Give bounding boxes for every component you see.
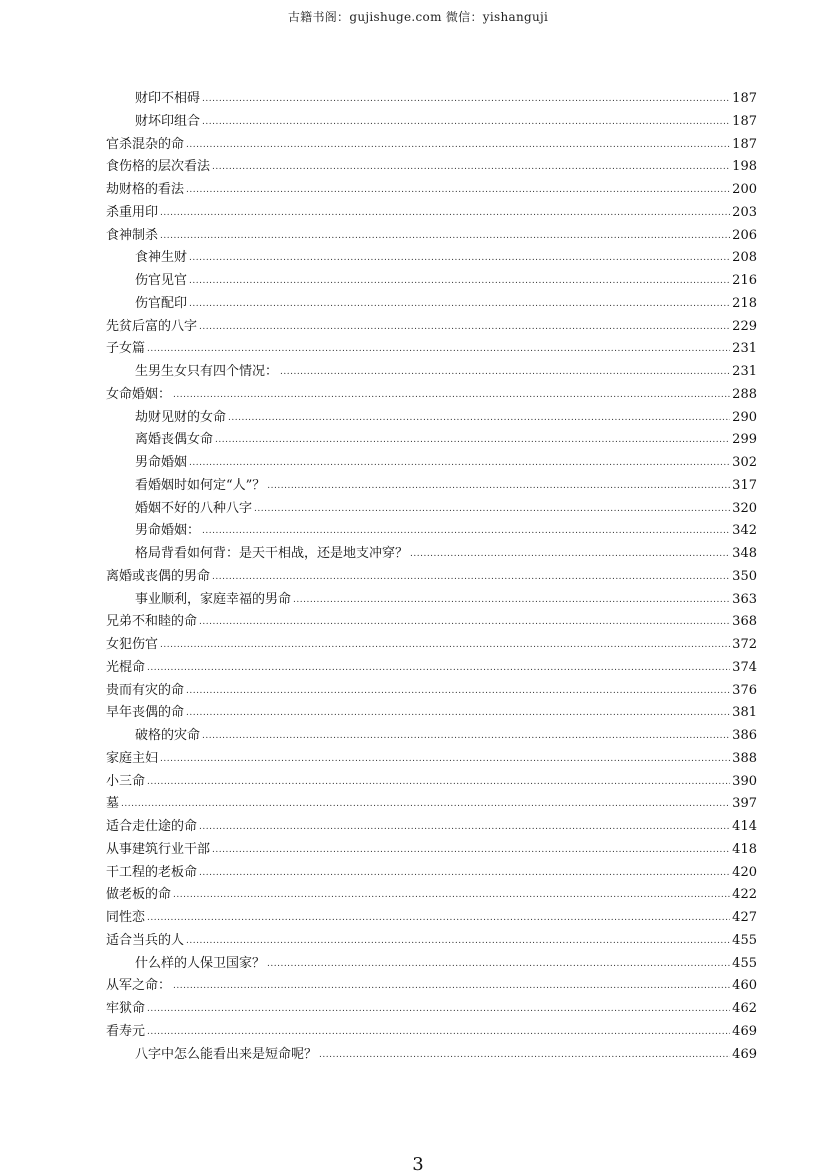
toc-entry-page: 397 (732, 796, 757, 811)
toc-entry-title: 光棍命 (106, 660, 146, 675)
toc-entry-title: 从军之命： (106, 978, 172, 993)
toc-entry-title: 先贫后富的八字 (106, 319, 198, 334)
toc-leader-dots (189, 271, 730, 291)
toc-entry[interactable] (106, 817, 757, 837)
toc-entry-page: 218 (732, 296, 757, 311)
toc-entry-page: 198 (732, 159, 757, 174)
toc-entry[interactable] (106, 1022, 757, 1042)
toc-entry[interactable] (106, 931, 757, 951)
toc-entry-title: 杀重用印 (106, 205, 159, 220)
toc-entry-title: 生男生女只有四个情况： (135, 364, 279, 379)
toc-entry[interactable] (106, 794, 757, 814)
toc-leader-dots (254, 499, 730, 519)
toc-entry-title: 同性恋 (106, 910, 146, 925)
toc-entry[interactable] (106, 885, 757, 905)
toc-leader-dots (202, 521, 730, 541)
toc-entry-title: 适合走仕途的命 (106, 819, 198, 834)
toc-entry[interactable] (106, 635, 757, 655)
toc-entry-title: 伤官配印 (135, 296, 188, 311)
toc-entry-page: 208 (732, 250, 757, 265)
toc-entry-page: 350 (732, 569, 757, 584)
toc-entry-title: 牢狱命 (106, 1001, 146, 1016)
toc-leader-dots (189, 453, 730, 473)
toc-leader-dots (199, 317, 730, 337)
toc-entry-title: 干工程的老板命 (106, 865, 198, 880)
toc-entry[interactable] (106, 317, 757, 337)
toc-entry-page: 455 (732, 933, 757, 948)
toc-entry-title: 财坏印组合 (135, 114, 201, 129)
toc-leader-dots (189, 248, 730, 268)
toc-leader-dots (147, 1022, 730, 1042)
toc-entry-title: 官杀混杂的命 (106, 137, 185, 152)
toc-entry[interactable] (135, 112, 757, 132)
toc-entry[interactable] (106, 976, 757, 996)
toc-entry[interactable] (135, 476, 757, 496)
toc-entry-page: 386 (732, 728, 757, 743)
toc-entry-page: 200 (732, 182, 757, 197)
toc-entry-title: 食伤格的层次看法 (106, 159, 211, 174)
toc-entry-title: 事业顺利，家庭幸福的男命 (135, 592, 292, 607)
toc-leader-dots (215, 430, 730, 450)
toc-leader-dots (319, 1045, 730, 1065)
toc-entry-title: 家庭主妇 (106, 751, 159, 766)
toc-entry-page: 187 (732, 114, 757, 129)
toc-leader-dots (147, 658, 730, 678)
toc-entry-title: 兄弟不和睦的命 (106, 614, 198, 629)
toc-leader-dots (186, 703, 730, 723)
toc-leader-dots (147, 908, 730, 928)
toc-entry-page: 302 (732, 455, 757, 470)
toc-entry-page: 374 (732, 660, 757, 675)
toc-entry-page: 317 (732, 478, 757, 493)
page-number: 3 (412, 1154, 424, 1175)
toc-entry-title: 男命婚姻 (135, 455, 188, 470)
toc-leader-dots (186, 931, 730, 951)
toc-entry[interactable] (106, 226, 757, 246)
toc-leader-dots (147, 339, 730, 359)
toc-entry-page: 420 (732, 865, 757, 880)
toc-leader-dots (267, 476, 730, 496)
toc-entry[interactable] (106, 135, 757, 155)
toc-entry-title: 劫财格的看法 (106, 182, 185, 197)
toc-entry-title: 财印不相碍 (135, 91, 201, 106)
toc-entry[interactable] (135, 294, 757, 314)
toc-entry-page: 187 (732, 91, 757, 106)
toc-leader-dots (199, 863, 730, 883)
toc-leader-dots (199, 612, 730, 632)
toc-entry[interactable] (106, 203, 757, 223)
toc-leader-dots (160, 226, 730, 246)
toc-entry-page: 203 (732, 205, 757, 220)
toc-entry-title: 八字中怎么能看出来是短命呢？ (135, 1047, 318, 1062)
toc-entry[interactable] (135, 499, 757, 519)
toc-entry-page: 388 (732, 751, 757, 766)
toc-entry-page: 348 (732, 546, 757, 561)
toc-entry-page: 299 (732, 432, 757, 447)
toc-entry[interactable] (135, 408, 757, 428)
toc-entry-title: 小三命 (106, 774, 146, 789)
toc-entry-title: 破格的灾命 (135, 728, 201, 743)
toc-entry[interactable] (135, 453, 757, 473)
toc-entry-title: 离婚或丧偶的男命 (106, 569, 211, 584)
toc-leader-dots (202, 89, 730, 109)
toc-entry[interactable] (135, 89, 757, 109)
toc-leader-dots (147, 999, 730, 1019)
toc-leader-dots (173, 385, 730, 405)
toc-entry-page: 390 (732, 774, 757, 789)
toc-entry[interactable] (106, 840, 757, 860)
toc-leader-dots (147, 772, 730, 792)
toc-entry-page: 427 (732, 910, 757, 925)
toc-entry-page: 368 (732, 614, 757, 629)
toc-entry-title: 食神制杀 (106, 228, 159, 243)
toc-entry-page: 422 (732, 887, 757, 902)
toc-leader-dots (212, 567, 730, 587)
toc-leader-dots (186, 135, 730, 155)
toc-entry-title: 离婚丧偶女命 (135, 432, 214, 447)
toc-entry-title: 适合当兵的人 (106, 933, 185, 948)
toc-entry-page: 288 (732, 387, 757, 402)
toc-entry[interactable] (106, 749, 757, 769)
toc-entry-title: 女犯伤官 (106, 637, 159, 652)
toc-entry[interactable] (135, 1045, 757, 1065)
toc-entry[interactable] (135, 248, 757, 268)
toc-entry-title: 从事建筑行业干部 (106, 842, 211, 857)
toc-entry-page: 381 (732, 705, 757, 720)
toc-entry[interactable] (106, 180, 757, 200)
toc-entry-page: 342 (732, 523, 757, 538)
toc-leader-dots (228, 408, 730, 428)
toc-entry-title: 婚姻不好的八种八字 (135, 501, 253, 516)
toc-leader-dots (189, 294, 730, 314)
toc-entry[interactable] (135, 954, 757, 974)
toc-entry-title: 看婚姻时如何定“人”？ (135, 478, 266, 493)
toc-entry-title: 早年丧偶的命 (106, 705, 185, 720)
toc-entry-page: 231 (732, 341, 757, 356)
toc-leader-dots (186, 180, 730, 200)
toc-entry-title: 子女篇 (106, 341, 146, 356)
toc-entry[interactable] (106, 567, 757, 587)
toc-entry-page: 455 (732, 956, 757, 971)
toc-leader-dots (202, 112, 730, 132)
toc-entry[interactable] (135, 271, 757, 291)
toc-entry-page: 290 (732, 410, 757, 425)
toc-entry[interactable] (135, 590, 757, 610)
toc-leader-dots (267, 954, 730, 974)
toc-leader-dots (212, 157, 730, 177)
toc-entry-title: 男命婚姻： (135, 523, 201, 538)
toc-entry[interactable] (106, 612, 757, 632)
toc-entry-title: 做老板的命 (106, 887, 172, 902)
toc-entry-page: 231 (732, 364, 757, 379)
toc-entry-title: 劫财见财的女命 (135, 410, 227, 425)
toc-entry[interactable] (106, 339, 757, 359)
toc-entry-title: 女命婚姻： (106, 387, 172, 402)
toc-entry-page: 206 (732, 228, 757, 243)
toc-entry[interactable] (106, 157, 757, 177)
toc-entry-page: 469 (732, 1047, 757, 1062)
toc-entry[interactable] (106, 908, 757, 928)
toc-leader-dots (160, 635, 730, 655)
toc-entry[interactable] (106, 681, 757, 701)
toc-entry-page: 414 (732, 819, 757, 834)
toc-entry-page: 372 (732, 637, 757, 652)
toc-entry[interactable] (135, 362, 757, 382)
toc-leader-dots (199, 817, 730, 837)
toc-leader-dots (202, 726, 730, 746)
toc-leader-dots (173, 976, 730, 996)
toc-entry-title: 什么样的人保卫国家？ (135, 956, 266, 971)
toc-leader-dots (173, 885, 730, 905)
toc-entry[interactable] (135, 521, 757, 541)
toc-entry[interactable] (106, 658, 757, 678)
toc-entry-page: 469 (732, 1024, 757, 1039)
toc-entry-title: 食神生财 (135, 250, 188, 265)
toc-entry-title: 看寿元 (106, 1024, 146, 1039)
toc-leader-dots (410, 544, 730, 564)
toc-entry-title: 贵而有灾的命 (106, 683, 185, 698)
toc-entry-page: 460 (732, 978, 757, 993)
toc-entry[interactable] (135, 430, 757, 450)
toc-entry-title: 墓 (106, 796, 120, 811)
toc-leader-dots (160, 203, 730, 223)
toc-entry-page: 216 (732, 273, 757, 288)
toc-entry-page: 320 (732, 501, 757, 516)
toc-leader-dots (280, 362, 730, 382)
toc-leader-dots (121, 794, 730, 814)
toc-entry-page: 363 (732, 592, 757, 607)
toc-entry[interactable] (106, 863, 757, 883)
toc-entry[interactable] (135, 544, 757, 564)
toc-entry[interactable] (106, 703, 757, 723)
toc-entry-page: 376 (732, 683, 757, 698)
toc-entry-page: 418 (732, 842, 757, 857)
toc-leader-dots (186, 681, 730, 701)
toc-entry-page: 462 (732, 1001, 757, 1016)
toc-leader-dots (212, 840, 730, 860)
toc-entry-page: 229 (732, 319, 757, 334)
toc-entry[interactable] (106, 385, 757, 405)
toc-entry[interactable] (106, 999, 757, 1019)
toc-entry[interactable] (106, 772, 757, 792)
toc-entry[interactable] (135, 726, 757, 746)
toc-entry-title: 格局背看如何背：是天干相战，还是地支冲穿？ (135, 546, 409, 561)
toc-leader-dots (160, 749, 730, 769)
toc-entry-title: 伤官见官 (135, 273, 188, 288)
toc-entry-page: 187 (732, 137, 757, 152)
page-header: 古籍书阁：gujishuge.com 微信：yishanguji (287, 10, 549, 24)
toc-leader-dots (293, 590, 730, 610)
